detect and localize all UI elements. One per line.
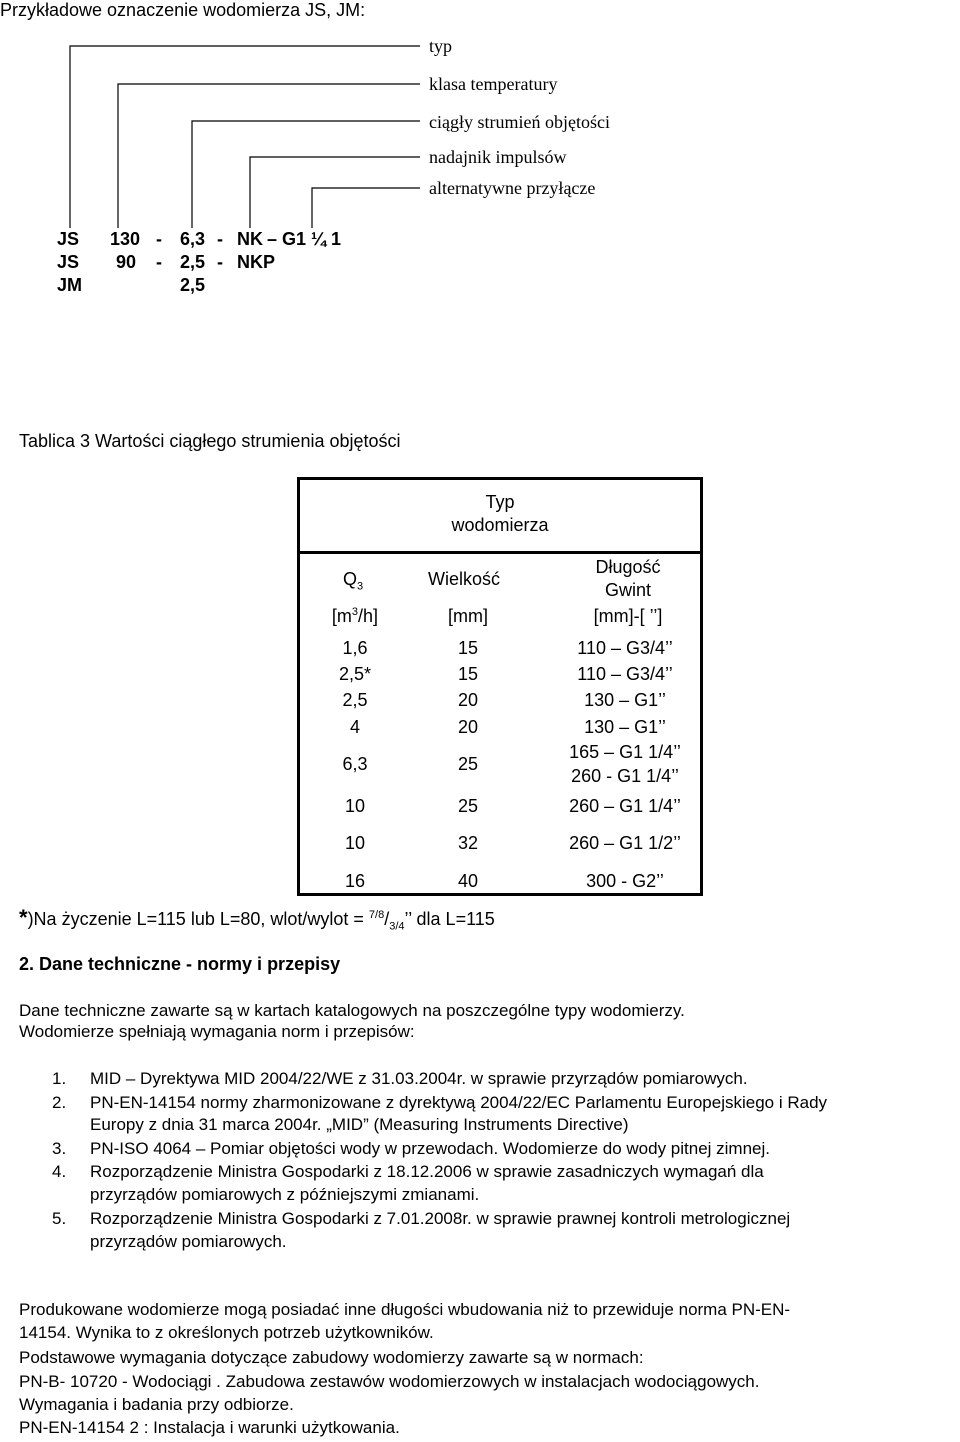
row-q: 2,5 (342, 690, 368, 710)
closing-line: 14154. Wynika to z określonych potrzeb użytkowników. (19, 1323, 434, 1342)
list-item-number: 1. (52, 1069, 67, 1088)
row-size: 40 (457, 871, 479, 891)
list-item-number: 2. (52, 1093, 67, 1112)
legend-temp-class: klasa temperatury (429, 74, 558, 94)
row-length: 260 – G1 1/4’’ (569, 796, 681, 816)
section-2-title: 2. Dane techniczne - normy i przepisy (19, 954, 341, 974)
code-row2-sep1: - (156, 252, 162, 272)
list-item-number: 5. (52, 1209, 67, 1228)
closing-line: PN-B- 10720 - Wodociągi . Zabudowa zestawów wodomierzowych w instalacjach wodociągowych. (19, 1372, 760, 1391)
designation-heading: Przykładowe oznaczenie wodomierza JS, JM: (0, 0, 366, 20)
code-row2-pulse: NKP (237, 252, 276, 272)
connector-temp (118, 84, 420, 228)
row-length: 110 – G3/4’’ (577, 664, 673, 684)
table-footnote: *)Na życzenie L=115 lub L=80, wlot/wylot = $^{7/8}/_{3/4}$’’ dla L=115 (19, 905, 495, 933)
col-header-q: $Q_3$ (343, 569, 364, 593)
code-row3-type: JM (57, 275, 83, 295)
list-item-text: MID – Dyrektywa MID 2004/22/WE z 31.03.2004r. w sprawie przyrządów pomiarowych. (90, 1069, 748, 1088)
list-item-text: PN-ISO 4064 – Pomiar objętości wody w przewodach. Wodomierze do wody pitnej zimnej. (90, 1139, 770, 1158)
list-item-text: Rozporządzenie Ministra Gospodarki z 7.01.2008r. w sprawie prawnej kontroli metrologicznej (90, 1209, 791, 1228)
list-item-text: przyrządów pomiarowych. (90, 1232, 287, 1251)
connector-typ (70, 46, 420, 228)
col-header-length: Długość (595, 557, 661, 577)
row-q: 4 (349, 717, 360, 737)
code-row3-flow: 2,5 (180, 275, 206, 295)
col-header-thread: Gwint (604, 580, 651, 600)
row-size: 15 (457, 664, 479, 684)
list-item-text: PN-EN-14154 normy zharmonizowane z dyrektywą 2004/22/EC Parlamentu Europejskiego i Rady (90, 1093, 828, 1112)
list-item-text: przyrządów pomiarowych z późniejszymi zmianami. (90, 1185, 480, 1204)
list-item-number: 4. (52, 1162, 67, 1181)
code-row1-conn: – G1 ¼ 1 (267, 229, 342, 249)
row-size: 32 (457, 833, 479, 853)
row-length: 130 – G1’’ (584, 717, 666, 737)
connector-conn (312, 188, 420, 228)
code-row1-temp: 130 (110, 229, 141, 249)
legend-conn: alternatywne przyłącze (429, 178, 596, 198)
row-q: 10 (344, 796, 366, 816)
closing-line: Produkowane wodomierze mogą posiadać inne długości wbudowania niż to przewiduje norma PN-EN- (19, 1300, 791, 1319)
table-caption: Tablica 3 Wartości ciągłego strumienia objętości (19, 431, 401, 451)
col-header-size: Wielkość (428, 569, 501, 589)
row-size: 20 (457, 690, 479, 710)
code-row1-sep2: - (217, 229, 223, 249)
code-row1-type: JS (57, 229, 80, 249)
section-2-para1: Dane techniczne zawarte są w kartach katalogowych na poszczególne typy wodomierzy. (19, 1001, 685, 1020)
row-length: 110 – G3/4’’ (577, 638, 673, 658)
code-row2-type: JS (57, 252, 80, 272)
legend-pulse: nadajnik impulsów (429, 147, 567, 167)
code-row1-flow: 6,3 (180, 229, 206, 249)
flow-table-divider (297, 551, 703, 554)
code-row1-pulse: NK (237, 229, 263, 249)
table-header-typ: Typ (485, 492, 515, 512)
closing-line: Podstawowe wymagania dotyczące zabudowy wodomierzy zawarte są w normach: (19, 1348, 644, 1367)
code-row1-sep1: - (156, 229, 162, 249)
legend-flow: ciągły strumień objętości (429, 112, 610, 132)
row-size: 20 (457, 717, 479, 737)
row-size: 25 (457, 796, 479, 816)
table-header-wodomierza: wodomierza (451, 515, 549, 535)
code-row2-sep2: - (217, 252, 223, 272)
row-length: 165 – G1 1/4’’ (569, 742, 681, 762)
row-length: 260 – G1 1/2’’ (569, 833, 681, 853)
row-q: 16 (344, 871, 366, 891)
row-q: 1,6 (342, 638, 368, 658)
row-length: 130 – G1’’ (584, 690, 666, 710)
section-2-para2: Wodomierze spełniają wymagania norm i przepisów: (19, 1022, 415, 1041)
code-row2-temp: 90 (116, 252, 137, 272)
legend-typ: typ (429, 36, 453, 56)
unit-length: [mm]-[ ’’] (593, 606, 663, 626)
closing-line: PN-EN-14154 2 : Instalacja i warunki użytkowania. (19, 1418, 400, 1437)
row-length: 300 - G2’’ (586, 871, 664, 891)
row-q: 6,3 (342, 754, 368, 774)
row-length-alt: 260 - G1 1/4’’ (571, 766, 679, 786)
row-size: 15 (457, 638, 479, 658)
row-q: 2,5* (338, 664, 372, 684)
unit-q: $[m^3/h]$ (331, 606, 379, 626)
connector-flow (192, 121, 420, 228)
row-size: 25 (457, 754, 479, 774)
row-q: 10 (344, 833, 366, 853)
list-item-text: Europy z dnia 31 marca 2004r. „MID” (Measuring Instruments Directive) (90, 1115, 629, 1134)
connector-pulse (250, 157, 420, 228)
list-item-text: Rozporządzenie Ministra Gospodarki z 18.12.2006 w sprawie zasadniczych wymagań dla (90, 1162, 764, 1181)
list-item-number: 3. (52, 1139, 67, 1158)
unit-size: [mm] (448, 606, 488, 626)
closing-line: Wymagania i badania przy odbiorze. (19, 1395, 294, 1414)
code-row2-flow: 2,5 (180, 252, 206, 272)
